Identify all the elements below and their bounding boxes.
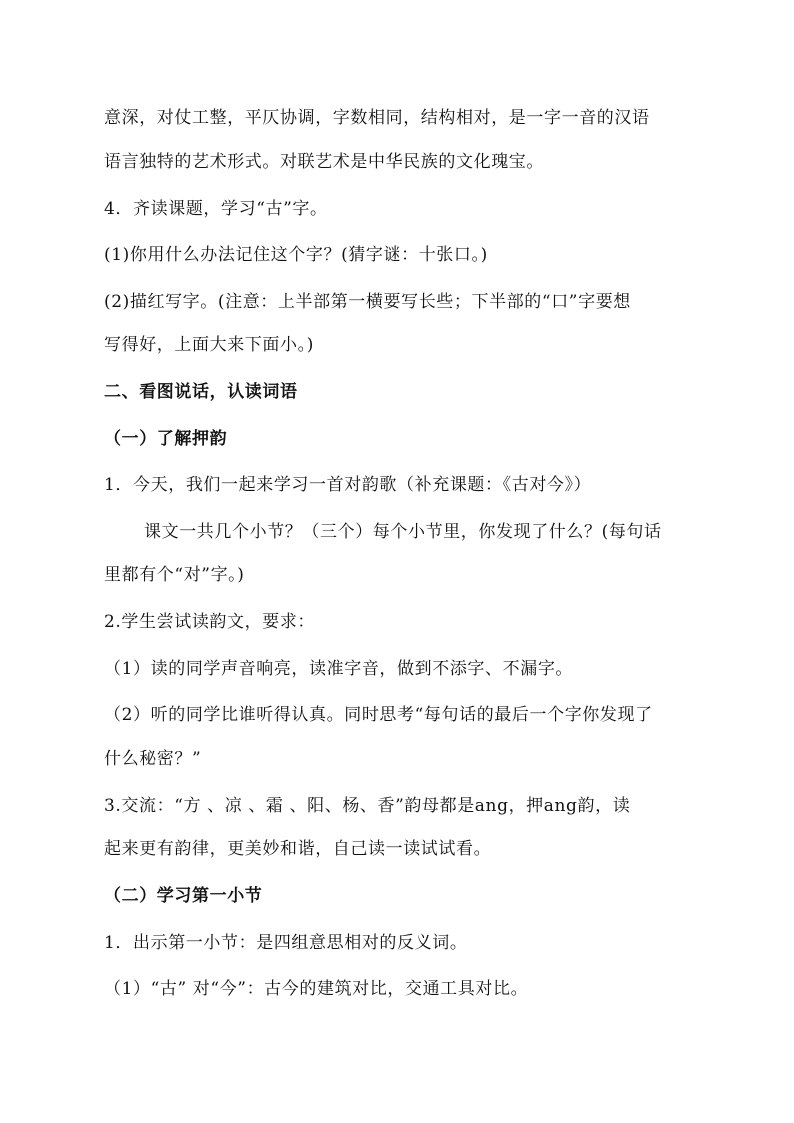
paragraph-line: (1)你用什么办法记住这个字？(猜字谜：十张口。) [104,245,488,265]
paragraph-line: 4．齐读课题，学习“古”字。 [104,199,328,219]
paragraph-line: 意深，对仗工整，平仄协调，字数相同，结构相对，是一字一音的汉语 [104,108,650,128]
subsection-heading: （二）学习第一小节 [104,886,263,906]
paragraph-line: 1．今天，我们一起来学习一首对韵歌（补充课题：《古对今》） [104,475,592,495]
paragraph-line: （1）“古” 对“今”：古今的建筑对比，交通工具对比。 [104,979,529,999]
paragraph-line: （1）读的同学声音响亮，读准字音，做到不添字、不漏字。 [104,659,574,679]
paragraph-line: 1．出示第一小节：是四组意思相对的反义词。 [104,933,468,953]
paragraph-line: (2)描红写字。(注意：上半部第一横要写长些；下半部的“口”字要想 [104,292,631,312]
paragraph-line: 2.学生尝试读韵文，要求： [104,612,316,632]
paragraph-line: 什么秘密？” [104,749,202,769]
paragraph-line: 课文一共几个小节？（三个）每个小节里，你发现了什么？(每句话 [144,522,662,542]
paragraph-line: 3.交流：“方 、凉 、霜 、阳、杨、香”韵母都是ang，押ang韵，读 [104,796,631,816]
paragraph-line: 起来更有韵律，更美妙和谐，自己读一读试试看。 [104,839,492,859]
paragraph-line: 写得好，上面大来下面小。) [104,335,314,355]
subsection-heading: （一）了解押韵 [104,429,228,449]
section-heading: 二、看图说话，认读词语 [104,382,298,402]
paragraph-line: 里都有个“对”字。) [104,565,245,585]
paragraph-line: （2）听的同学比谁听得认真。同时思考“每句话的最后一个字你发现了 [104,705,653,725]
paragraph-line: 语言独特的艺术形式。对联艺术是中华民族的文化瑰宝。 [104,152,544,172]
